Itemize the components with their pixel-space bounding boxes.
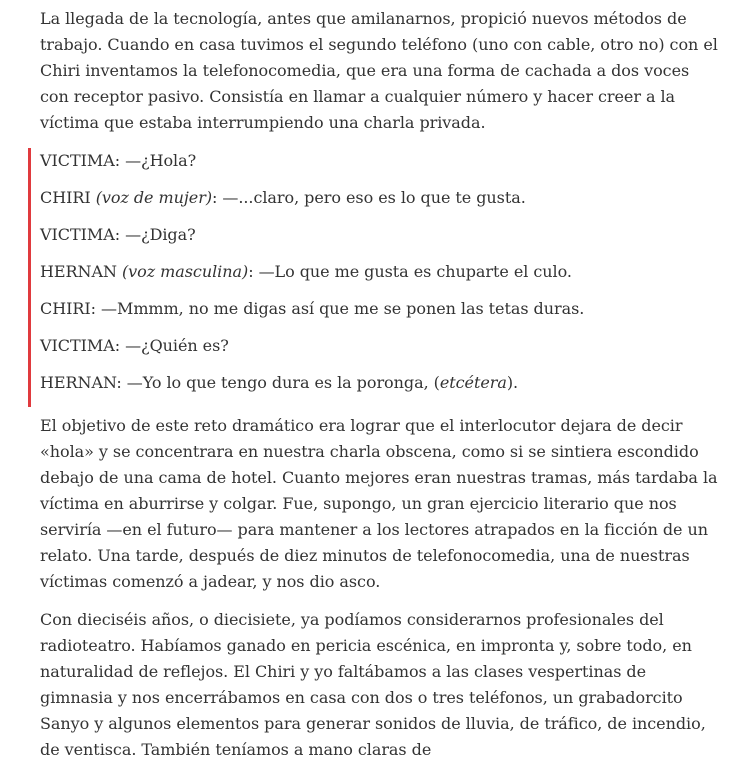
dialogue-line [40,296,720,333]
paragraph-2: El objetivo de este reto dramático era lograr que el interlocutor dejara de decir «hola» y se concentrara en nuestra charla obscena, como si se sintiera escondido debajo de una cama de hotel. Cuanto mejores eran nuestras tramas, más tardaba la víctima en aburrirse y colgar. Fue, supongo, un gran ejercicio literario que nos serviría —en el futuro— para mantener a los lectores atrapados en la ficción de un relato. Una tarde, después de diez minutos de telefonocomedia, una de nuestras víctimas comenzó a jadear, y nos dio asco. [40,416,718,591]
line-text: —¿Hola? [125,151,197,170]
line-text: : —Lo que me gusta es chuparte el culo. [248,262,572,281]
article-body [40,0,720,763]
blockquote-bar [28,148,31,407]
dialogue-line [40,222,720,259]
speaker: VICTIMA: [40,225,121,244]
speaker: VICTIMA: [40,151,121,170]
line-text: —¿Quién es? [125,336,229,355]
line-text: —Yo lo que tengo dura es la poronga, ( [126,373,440,392]
dialogue-line [40,370,720,407]
speaker: HERNAN [40,262,117,281]
speaker: HERNAN: [40,373,122,392]
line-text: —¿Diga? [125,225,196,244]
dialogue-line [40,148,720,185]
stage-note: (voz de mujer) [95,188,213,207]
dialogue-line [40,333,720,370]
dialogue-blockquote [40,148,720,407]
paragraph-3: Con dieciséis años, o diecisiete, ya podíamos considerarnos profesionales del radioteatro. Habíamos ganado en pericia escénica, en impronta y, sobre todo, en naturalidad de reflejos. El Chiri y yo faltábamos a las clases vespertinas de gimnasia y nos encerrábamos en casa con dos o tres teléfonos, un grabadorcito Sanyo y algunos elementos para generar sonidos de lluvia, de tráfico, de incendio, de ventisca. También teníamos a mano claras de [40,610,706,759]
stage-note: (voz masculina) [121,262,249,281]
paragraph-1: La llegada de la tecnología, antes que amilanarnos, propició nuevos métodos de trabajo. Cuando en casa tuvimos el segundo teléfono (uno con cable, otro no) con el Chiri inventamos la telefonocomedia, que era una forma de cachada a dos voces con receptor pasivo. Consistía en llamar a cualquier número y hacer creer a la víctima que estaba interrumpiendo una charla privada. [40,9,718,132]
dialogue-line [40,185,720,222]
speaker: CHIRI [40,188,91,207]
line-tail: ). [506,373,519,392]
dialogue-line [40,259,720,296]
line-text: —Mmmm, no me digas así que me se ponen las tetas duras. [101,299,585,318]
line-text: : —...claro, pero eso es lo que te gusta. [212,188,526,207]
stage-note: etcétera [439,373,507,392]
speaker: VICTIMA: [40,336,121,355]
speaker: CHIRI: [40,299,96,318]
